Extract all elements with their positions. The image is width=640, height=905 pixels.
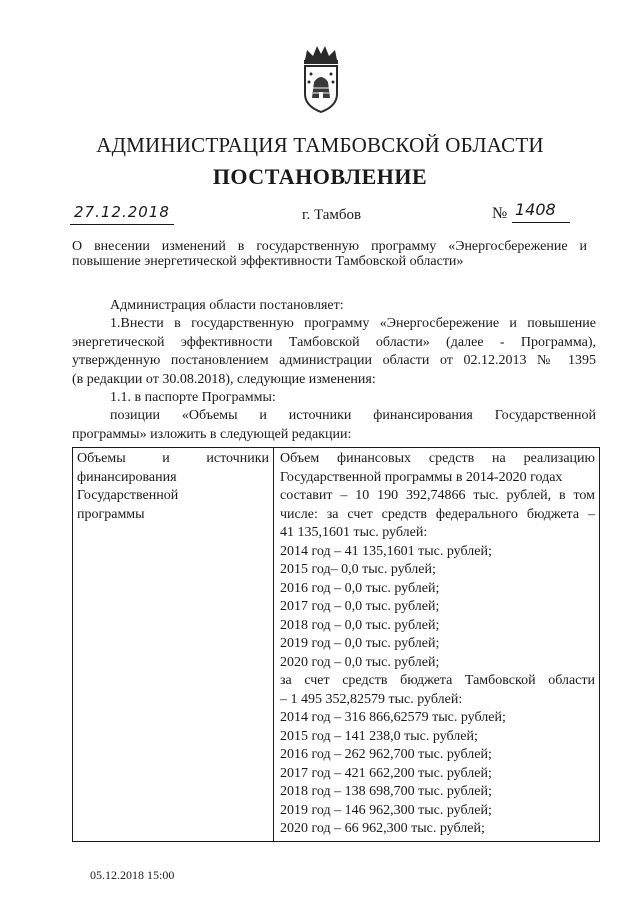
value-line: 2015 год– 0,0 тыс. рублей; — [280, 562, 436, 577]
label-line: Государственной — [77, 488, 179, 503]
label-line: Объемы и источники — [77, 451, 269, 466]
organization-title: АДМИНИСТРАЦИЯ ТАМБОВСКОЙ ОБЛАСТИ — [96, 133, 544, 157]
document-subject — [72, 239, 587, 269]
value-line: 2015 год – 141 238,0 тыс. рублей; — [280, 728, 478, 744]
item-1 — [72, 315, 596, 389]
number-label: № — [492, 205, 508, 222]
decree-intro-text: Администрация области постановляет: — [110, 298, 344, 313]
item-1-1 — [72, 389, 596, 408]
item-1-line: (в редакции от 30.08.2018), следующие изменения: — [72, 371, 376, 387]
value-line: – 1 495 352,82579 тыс. рублей: — [280, 691, 463, 707]
value-line: 2014 год – 316 866,62579 тыс. рублей; — [280, 710, 506, 725]
document-type-title: ПОСТАНОВЛЕНИЕ — [212, 164, 428, 189]
handwritten-date: 27.12.2018 — [74, 203, 170, 221]
value-line: 2019 год – 0,0 тыс. рублей; — [280, 636, 440, 651]
handwritten-number: 1408 — [515, 200, 556, 219]
value-line: 41 135,1601 тыс. рублей: — [280, 525, 428, 540]
item-1-line: энергетической эффективности Тамбовской области» (далее - Программа), — [72, 334, 596, 350]
value-line: 2014 год – 41 135,1601 тыс. рублей; — [280, 543, 492, 559]
print-timestamp: 05.12.2018 15:00 — [90, 868, 175, 882]
table-row — [73, 448, 600, 842]
number-underline — [512, 222, 570, 223]
date-underline — [70, 224, 174, 225]
value-line: Государственной программы в 2014-2020 годах — [280, 469, 563, 485]
value-line: 2020 год – 0,0 тыс. рублей; — [280, 654, 440, 670]
position-paragraph — [72, 407, 596, 444]
value-line: 2018 год – 0,0 тыс. рублей; — [280, 617, 440, 633]
label-line: программы — [77, 506, 145, 522]
table-cell-value — [274, 448, 600, 842]
item-1-line: 1.Внести в государственную программу «Энергосбережение и повышение — [110, 316, 596, 331]
city-label: г. Тамбов — [302, 207, 362, 223]
item-1-line: утвержденную постановлением администрации области от 02.12.2013 № 1395 — [72, 353, 596, 368]
value-line: 2017 год – 421 662,200 тыс. рублей; — [280, 765, 492, 781]
value-line: 2018 год – 138 698,700 тыс. рублей; — [280, 784, 492, 799]
passport-table — [72, 447, 600, 842]
label-line: финансирования — [77, 469, 177, 485]
position-line: программы» изложить в следующей редакции: — [72, 426, 352, 442]
value-line: Объем финансовых средств на реализацию — [280, 451, 595, 466]
item-1-1-text: 1.1. в паспорте Программы: — [110, 390, 276, 405]
table-cell-label — [73, 448, 274, 842]
decree-intro — [72, 297, 596, 316]
position-line: позиции «Объемы и источники финансирования Государственной — [110, 408, 596, 423]
value-line: 2016 год – 0,0 тыс. рублей; — [280, 580, 440, 596]
value-line: за счет средств бюджета Тамбовской области — [280, 673, 595, 688]
value-line: 2016 год – 262 962,700 тыс. рублей; — [280, 747, 492, 762]
subject-line: О внесении изменений в государственную программу «Энергосбережение и — [72, 239, 587, 254]
value-line: 2017 год – 0,0 тыс. рублей; — [280, 599, 440, 614]
coat-of-arms-icon — [297, 44, 345, 114]
value-line: 2019 год – 146 962,300 тыс. рублей; — [280, 802, 492, 818]
value-line: 2020 год – 66 962,300 тыс. рублей; — [280, 821, 485, 836]
value-line: числе: за счет средств федерального бюджета – — [280, 506, 595, 522]
subject-line: повышение энергетической эффективности Тамбовской области» — [72, 254, 464, 269]
value-line: составит – 10 190 392,74866 тыс. рублей, в том — [280, 488, 595, 503]
